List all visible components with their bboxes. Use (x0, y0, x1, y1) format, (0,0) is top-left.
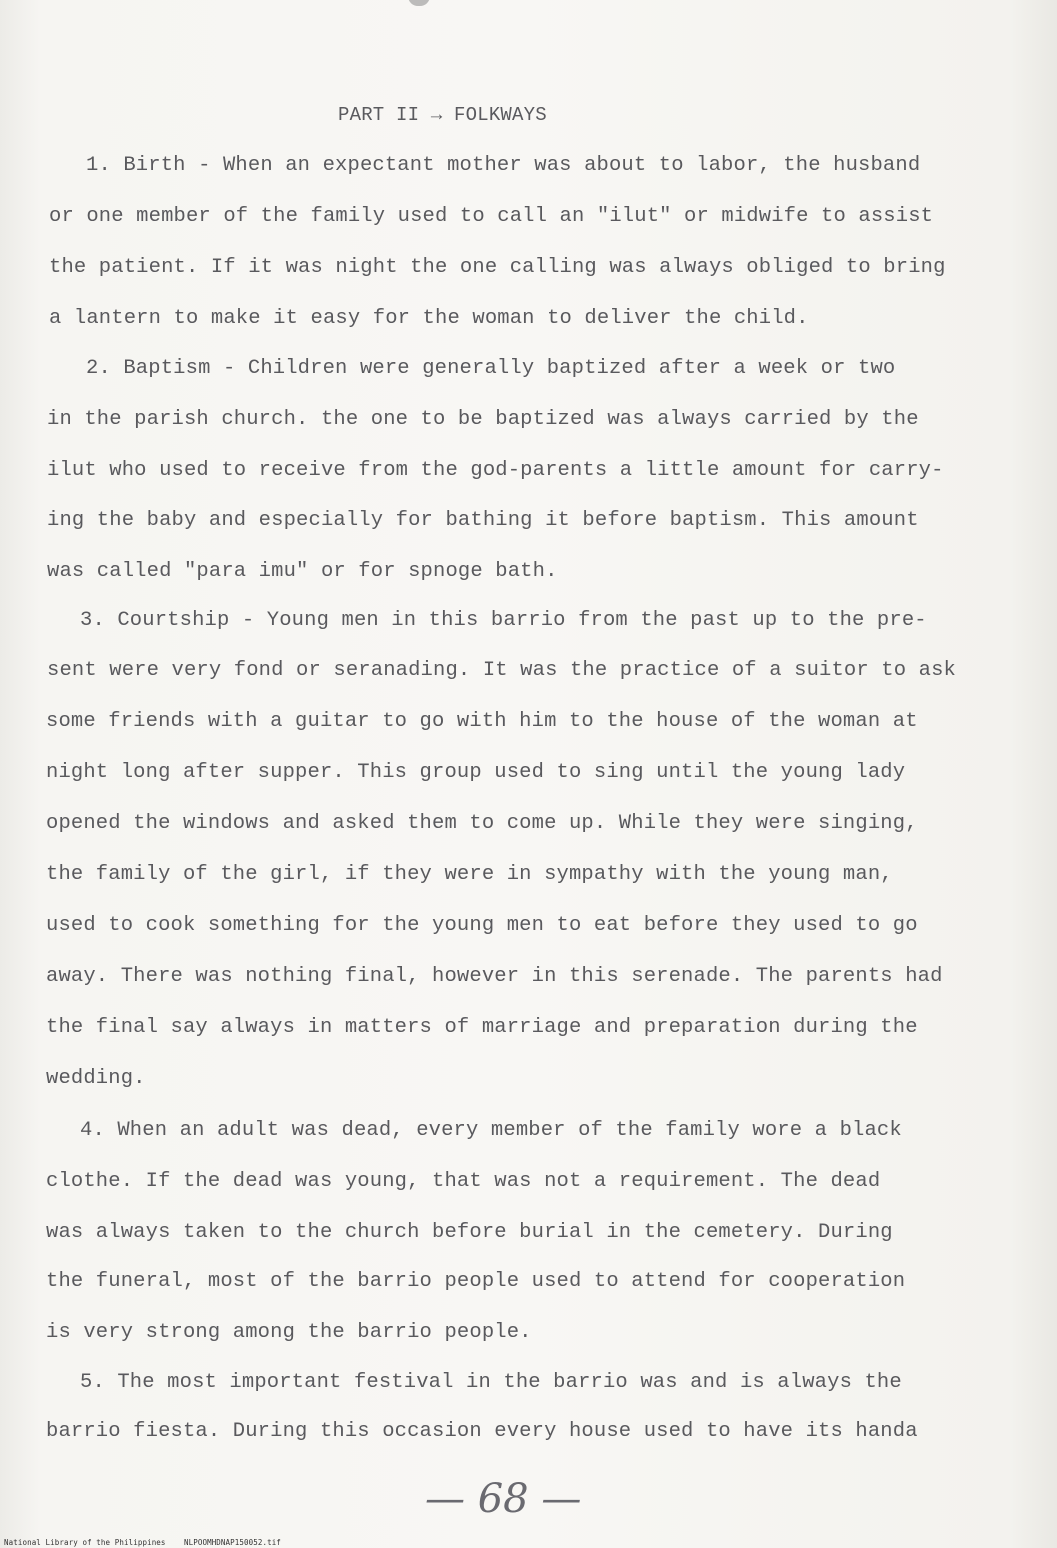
page-title: PART II → FOLKWAYS (338, 104, 547, 126)
text-line: away. There was nothing final, however in this serenade. The parents had (46, 965, 943, 988)
text-line: the family of the girl, if they were in sympathy with the young man, (46, 863, 893, 886)
text-line: wedding. (46, 1067, 146, 1090)
text-line: ilut who used to receive from the god-parents a little amount for carry- (47, 459, 944, 482)
text-line: clothe. If the dead was young, that was not a requirement. The dead (46, 1170, 881, 1193)
text-line: opened the windows and asked them to come up. While they were singing, (46, 812, 918, 835)
text-line: a lantern to make it easy for the woman to deliver the child. (49, 307, 809, 330)
text-line: 2. Baptism - Children were generally baptized after a week or two (86, 357, 896, 380)
text-line: the final say always in matters of marriage and preparation during the (46, 1016, 918, 1039)
text-line: or one member of the family used to call an "ilut" or midwife to assist (49, 205, 934, 228)
text-line: 4. When an adult was dead, every member of the family wore a black (80, 1119, 902, 1142)
top-ink-mark (408, 0, 430, 6)
text-line: night long after supper. This group used to sing until the young lady (46, 761, 906, 784)
archive-footer: National Library of the Philippines NLPOOMHDNAP150052.tif (4, 1538, 281, 1547)
text-line: used to cook something for the young men to eat before they used to go (46, 914, 918, 937)
text-line: 3. Courtship - Young men in this barrio from the past up to the pre- (80, 609, 927, 632)
text-line: sent were very fond or seranading. It was the practice of a suitor to ask (47, 659, 956, 682)
page-number: — 68 — (425, 1476, 582, 1522)
text-line: was always taken to the church before burial in the cemetery. During (46, 1221, 893, 1244)
text-line: 1. Birth - When an expectant mother was about to labor, the husband (86, 154, 921, 177)
text-line: is very strong among the barrio people. (46, 1321, 532, 1344)
text-line: the patient. If it was night the one calling was always obliged to bring (49, 256, 946, 279)
text-line: in the parish church. the one to be baptized was always carried by the (47, 408, 919, 431)
text-line: was called "para imu" or for spnoge bath. (47, 560, 558, 583)
text-line: ing the baby and especially for bathing it before baptism. This amount (47, 509, 919, 532)
text-line: the funeral, most of the barrio people used to attend for cooperation (46, 1270, 906, 1293)
text-line: 5. The most important festival in the barrio was and is always the (80, 1371, 902, 1394)
text-line: some friends with a guitar to go with him to the house of the woman at (46, 710, 918, 733)
text-line: barrio fiesta. During this occasion every house used to have its handa (46, 1420, 918, 1443)
